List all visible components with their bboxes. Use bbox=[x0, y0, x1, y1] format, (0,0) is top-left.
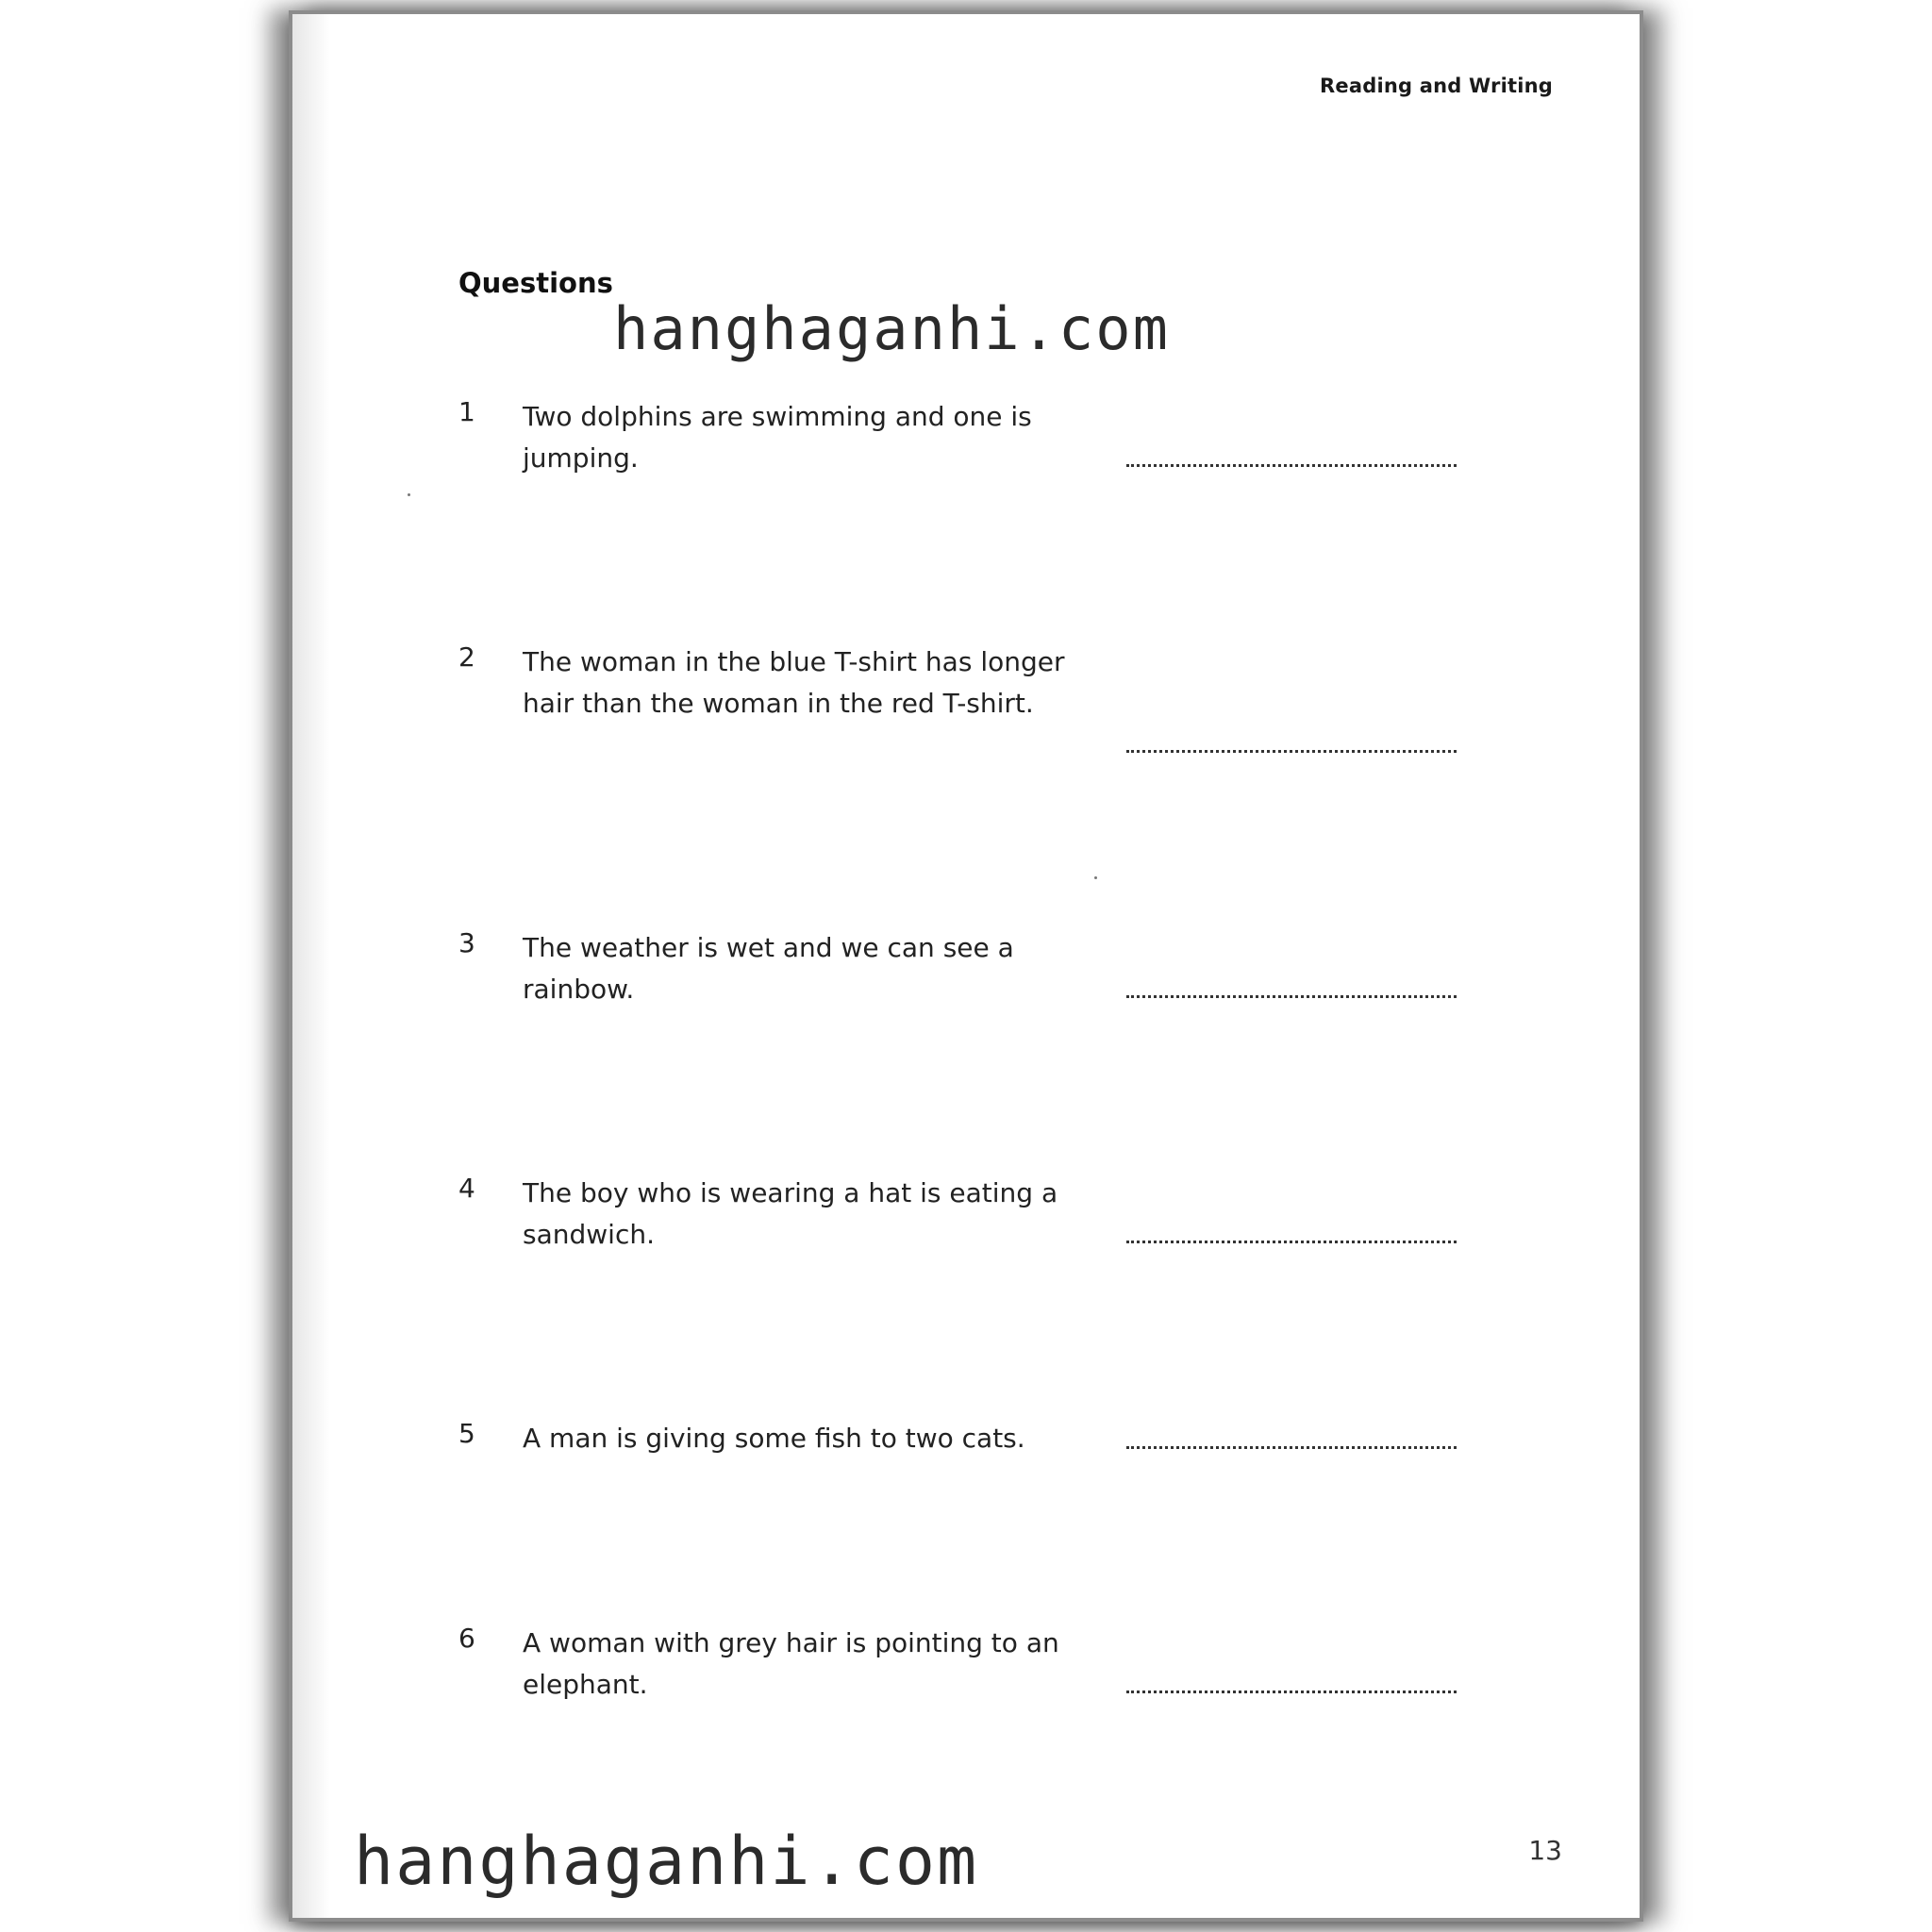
page-number: 13 bbox=[1528, 1835, 1562, 1866]
question-text: The woman in the blue T-shirt has longer hair than the woman in the red T-shirt. bbox=[523, 646, 1065, 719]
question-text: A man is giving some fish to two cats. bbox=[523, 1423, 1025, 1454]
question-item bbox=[458, 641, 1572, 774]
answer-line[interactable] bbox=[1126, 1241, 1457, 1243]
answer-line[interactable] bbox=[1126, 1690, 1457, 1693]
scan-speck bbox=[1094, 876, 1097, 879]
question-text: A woman with grey hair is pointing to an elephant. bbox=[523, 1627, 1059, 1700]
question-number: 4 bbox=[458, 1173, 475, 1204]
answer-line[interactable] bbox=[1126, 750, 1457, 753]
question-item bbox=[458, 1173, 1572, 1305]
question-number: 5 bbox=[458, 1418, 475, 1449]
watermark-bottom: hanghaganhi.com bbox=[354, 1823, 979, 1900]
question-number: 2 bbox=[458, 641, 475, 673]
scan-speck bbox=[408, 493, 410, 496]
answer-line[interactable] bbox=[1126, 464, 1457, 467]
question-text: The weather is wet and we can see a rainbow. bbox=[523, 932, 1014, 1005]
question-number: 3 bbox=[458, 927, 475, 958]
question-item bbox=[458, 1623, 1572, 1755]
section-header: Reading and Writing bbox=[1320, 75, 1553, 97]
question-text: The boy who is wearing a hat is eating a sandwich. bbox=[523, 1177, 1058, 1250]
question-item bbox=[458, 927, 1572, 1059]
questions-heading: Questions bbox=[458, 267, 613, 299]
question-number: 6 bbox=[458, 1623, 475, 1654]
question-text: Two dolphins are swimming and one is jumping. bbox=[523, 401, 1032, 474]
answer-line[interactable] bbox=[1126, 995, 1457, 998]
question-item bbox=[458, 396, 1572, 528]
question-item bbox=[458, 1418, 1572, 1550]
answer-line[interactable] bbox=[1126, 1446, 1457, 1449]
question-number: 1 bbox=[458, 396, 475, 427]
watermark-top: hanghaganhi.com bbox=[613, 294, 1170, 363]
